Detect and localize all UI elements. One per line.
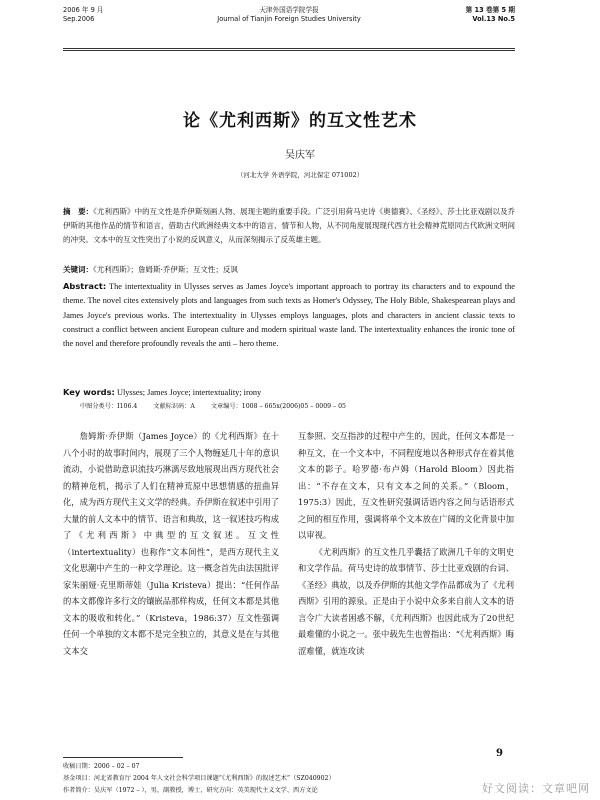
keywords-zh-text: 《尤利西斯》；詹姆斯·乔伊斯；互文性；反讽 (93, 265, 238, 274)
abstract-en-label: Abstract: (63, 281, 107, 291)
page-number: 9 (496, 748, 503, 759)
received-date: 收稿日期：2006 – 02 – 07 (63, 763, 140, 770)
classification-line (80, 401, 500, 410)
keywords-zh (63, 263, 515, 277)
header-rule-bottom (63, 50, 515, 51)
author-affiliation: （河北大学 外语学院，河北保定 071002） (236, 171, 364, 179)
article-title: 论《尤利西斯》的互文性艺术 (183, 111, 417, 131)
body-column-left (63, 428, 279, 659)
abstract-en (63, 279, 515, 351)
clc-number: 中图分类号：I106.4 (80, 403, 138, 410)
body-column-right (298, 428, 514, 659)
body-paragraph: 《尤利西斯》的互文性几乎囊括了欧洲几千年的文明史和文学作品。荷马史诗的故事情节、莎士比亚戏剧的台词、《圣经》典故，以及乔伊斯的其他文学作品都成为了《尤利西斯》引用的源泉。正是由于小说中众多来自前人文本的语言令广大读者困惑不解，《尤利西斯》也因此成为了20世纪最难懂的小说之一。张中载先生也曾指出：“《尤利西斯》晦涩难懂，就连攻读 (298, 546, 514, 656)
abstract-zh-label: 摘 要： (63, 207, 94, 216)
header-date: 2006 年 9 月 Sep.2006 (63, 6, 104, 23)
keywords-en-text: Ulysses; James Joyce; intertextuality; irony (116, 388, 262, 397)
header-journal: 天津外国语学院学报 Journal of Tianjin Foreign Studies University (217, 6, 361, 23)
abstract-zh (63, 205, 515, 247)
fund-info: 基金项目：河北省教育厅 2004 年人文社会科学项目课题“《尤利西斯》的叙述艺术”（SZ040902） (63, 775, 335, 782)
author-bio: 作者简介：吴庆军（1972 – ），男，副教授，博士，研究方向：英美现代主义文学、西方文论 (63, 787, 318, 794)
article-author: 吴庆军 (285, 150, 315, 161)
header-rule-top (63, 48, 515, 49)
abstract-en-text: The intertextuality in Ulysses serves as James Joyce's important approach to portray its characters and to expound the theme. The novel cites extensively plots and languages from such texts as Homer's Odyssey, The Holy Bible, Shakespearean plays and James Joyce's previous works. The intertextuality in Ulysses employs languages, plots and characters in ancient classic texts to construct a conflict between ancient European culture and modern spiritual waste land. The intertextuality enhances the ironic tone of the novel and therefore profoundly reveals the anti – hero theme. (63, 282, 515, 349)
footnote-rule (63, 757, 183, 758)
keywords-en (63, 385, 515, 400)
keywords-en-label: Key words: (63, 387, 115, 397)
watermark: 好文阅读：文章吧网 (482, 782, 590, 795)
article-number: 文章编号：1008 – 665x(2006)05 – 0009 – 05 (210, 403, 346, 410)
footnotes (63, 761, 515, 797)
abstract-zh-text: 《尤利西斯》中的互文性是乔伊斯刻画人物、展现主题的重要手段。广泛引用荷马史诗《奥德赛》、《圣经》、莎士比亚戏剧以及乔伊斯的其他作品的情节和语言，借助古代欧洲经典文本中的语言、情节和人物，从不同角度展现现代西方社会精神荒原同古代欧洲文明间的冲突。文本中的互文性突出了小说的反讽意义，从而深刻揭示了反英雄主题。 (63, 207, 516, 244)
keywords-zh-label: 关键词： (63, 265, 93, 274)
body-paragraph: 詹姆斯·乔伊斯（James Joyce）的《尤利西斯》在十八个小时的故事时间内，展现了三个人物缠延几十年的意识流动，小说借助意识流技巧淋漓尽致地展现出西方现代社会的精神危机，揭示了人们在精神荒原中思想情感的扭曲异化，成为西方现代主义文学的经典。乔伊斯在叙述中引用了大量的前人文本中的情节、语言和典故，这一叙述技巧构成了《尤利西斯》中典型的互文叙述。互文性（intertextuality）也称作“文本间性”，是西方现代主义文化思潮中产生的一种文学理论。这一概念首先由法国批评家朱丽娅·克里斯蒂娃（Julia Kristeva）提出：“任何作品的本文都像许多行文的镶嵌品那样构成，任何文本都是其他文本的吸收和转化。”（Kristeva，1986:37）互文性强调任何一个单独的文本都不是完全独立的，其意义是在与其他文本交 (63, 431, 279, 656)
body-paragraph: 互参照、交互指涉的过程中产生的，因此，任何文本都是一种互文，在一个文本中，不同程度地以各种形式存在着其他文本的影子。哈罗德·布卢姆（Harold Bloom）因此指出：“不存在文本，只有文本之间的关系。”（Bloom，1975:3）因此，互文性研究强调话语内容之间与话语形式之间的相互作用，强调将单个文本放在广阔的文化背景中加以审视。 (298, 431, 514, 540)
document-code: 文献标识码：A (153, 403, 195, 410)
running-header (63, 6, 515, 46)
header-volume: 第 13 卷第 5 期 Vol.13 No.5 (465, 6, 515, 23)
